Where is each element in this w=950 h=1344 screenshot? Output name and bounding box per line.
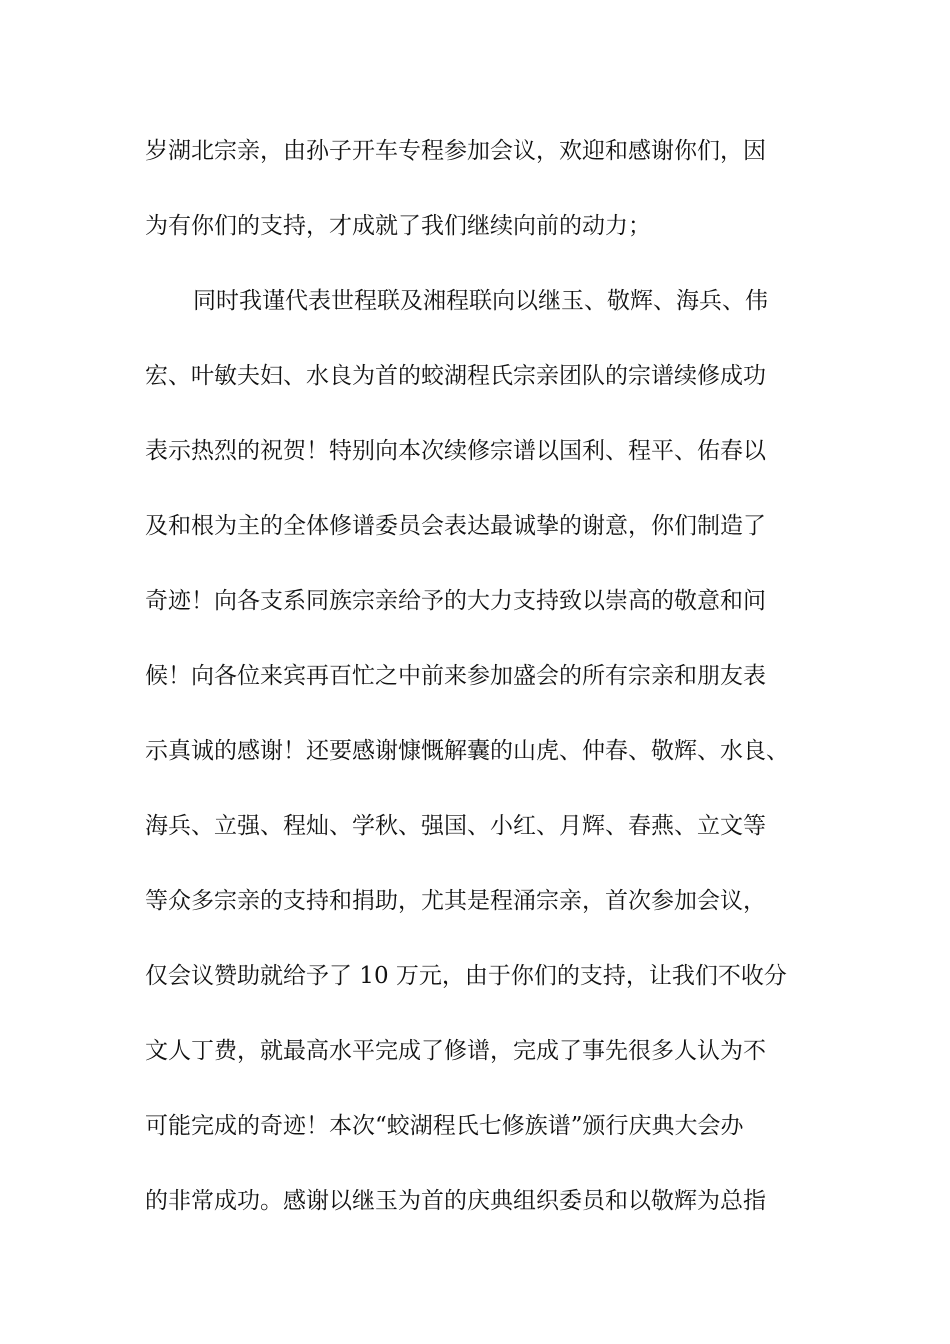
text-line: 表示热烈的祝贺！特别向本次续修宗谱以国利、程平、佑春以 [145, 438, 766, 464]
text-line: 仅会议赞助就给予了 10 万元，由于你们的支持，让我们不收分 [145, 963, 787, 989]
text-line: 候！向各位来宾再百忙之中前来参加盛会的所有宗亲和朋友表 [145, 663, 766, 689]
text-line: 示真诚的感谢！还要感谢慷慨解囊的山虎、仲春、敬辉、水良、 [145, 738, 789, 764]
text-line: 宏、叶敏夫妇、水良为首的蛟湖程氏宗亲团队的宗谱续修成功 [145, 363, 766, 389]
text-line: 及和根为主的全体修谱委员会表达最诚挚的谢意，你们制造了 [145, 513, 766, 539]
text-line: 可能完成的奇迹！本次“蛟湖程氏七修族谱”颁行庆典大会办 [145, 1113, 744, 1139]
text-line: 岁湖北宗亲，由孙子开车专程参加会议，欢迎和感谢你们，因 [145, 138, 766, 164]
text-line: 奇迹！向各支系同族宗亲给予的大力支持致以崇高的敬意和问 [145, 588, 766, 614]
text-line: 等众多宗亲的支持和捐助，尤其是程涌宗亲，首次参加会议， [145, 888, 766, 914]
text-line: 海兵、立强、程灿、学秋、强国、小红、月辉、春燕、立文等 [145, 813, 766, 839]
paragraph-first-line: 同时我谨代表世程联及湘程联向以继玉、敬辉、海兵、伟 [193, 288, 768, 314]
text-line: 文人丁费，就最高水平完成了修谱，完成了事先很多人认为不 [145, 1038, 766, 1064]
text-line: 的非常成功。感谢以继玉为首的庆典组织委员和以敬辉为总指 [145, 1188, 766, 1214]
text-line: 为有你们的支持，才成就了我们继续向前的动力； [145, 213, 651, 239]
